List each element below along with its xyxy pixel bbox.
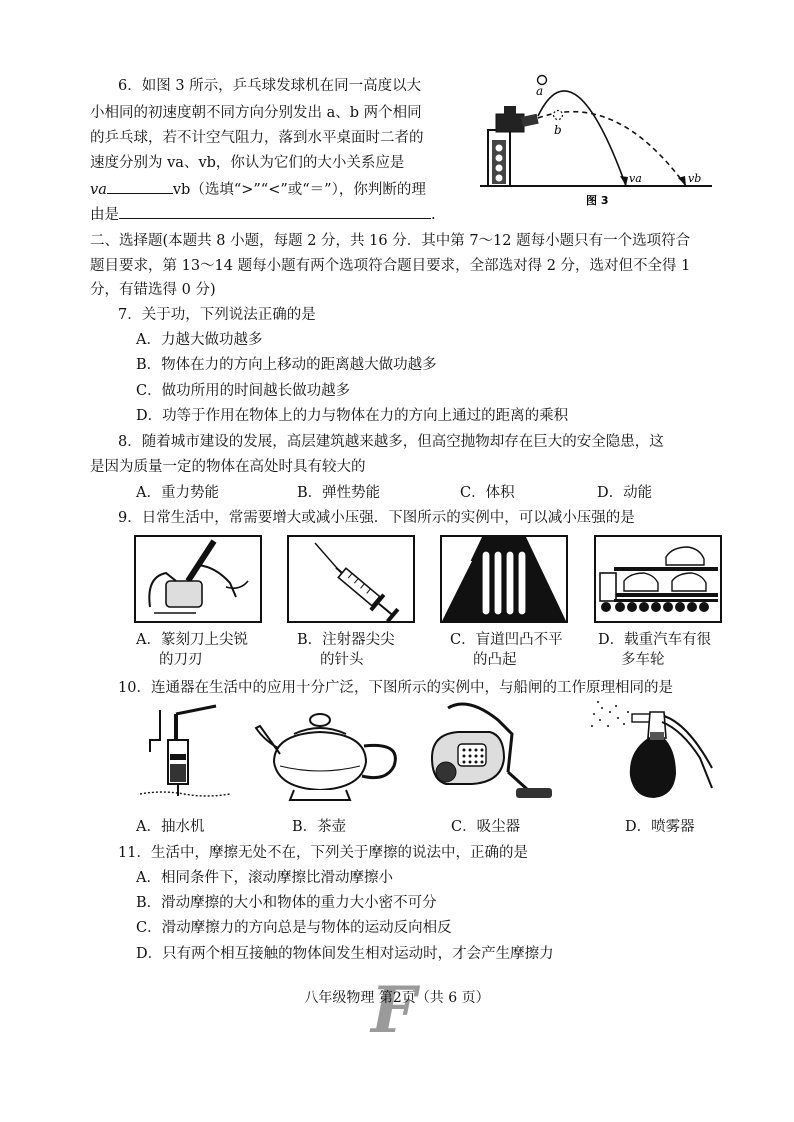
page-footer: 八年级物理 第2页（共 6 页） [304,990,490,1006]
fig3-label-b: b [554,123,562,137]
q9-stem: 9．日常生活中，常需要增大或减小压强．下图所示的实例中，可以减小压强的是 [118,510,635,526]
q6-reason-label: 由是 [90,207,119,223]
q8-option-a[interactable]: A．重力势能 [136,485,219,501]
q10-option-a[interactable]: A．抽水机 [136,819,205,835]
q8-option-b[interactable]: B．弹性势能 [297,485,381,501]
q6-va-label: va [90,182,107,198]
q9-option-b[interactable]: B．注射器尖尖 的针头 [297,632,395,668]
q8-option-c[interactable]: C．体积 [460,485,515,501]
figure-3-ping-pong-launcher [476,70,716,210]
q9-option-d[interactable]: D．载重汽车有很 多车轮 [598,632,712,668]
q6-line-5-rest: vb（选填“>”“<”或“＝”），你判断的理 [172,182,426,198]
q9-option-a[interactable]: A．篆刻刀上尖锐 的刀刃 [136,632,248,668]
q8-option-d[interactable]: D．动能 [597,485,653,501]
q7-option-d[interactable]: D．功等于作用在物体上的力与物体在力的方向上通过的距离的乘积 [136,408,569,424]
section2-line-3: 分，有错选得 0 分) [90,282,216,298]
fig3-label-a: a [536,84,544,98]
fig3-label-va: va [629,172,642,185]
q6-line-2: 小相同的初速度朝不同方向分别发出 a、b 两个相同 [90,105,422,121]
q11-option-b[interactable]: B．滑动摩擦的大小和物体的重力大小密不可分 [136,895,437,911]
q6-line-4: 速度分别为 va、vb，你认为它们的大小关系应是 [90,155,405,171]
q6-line-1: 6．如图 3 所示，乒乓球发球机在同一高度以大 [118,78,422,94]
q8-stem-2: 是因为质量一定的物体在高处时具有较大的 [90,459,366,475]
q11-option-a[interactable]: A．相同条件下，滚动摩擦比滑动摩擦小 [136,870,393,886]
q9-image-b-syringe[interactable] [287,535,415,623]
q10-image-d-sprayer[interactable] [588,698,718,804]
q6-line-6: 由是 . [90,204,436,225]
page-watermark-f: F [371,973,417,1048]
q10-option-c[interactable]: C．吸尘器 [451,819,521,835]
fig3-caption: 图 3 [586,194,609,207]
q10-option-b[interactable]: B．茶壶 [292,819,347,835]
q10-image-a-water-pump[interactable] [140,700,230,804]
q8-stem-1: 8．随着城市建设的发展，高层建筑越来越多，但高空抛物却存在巨大的安全隐患，这 [118,434,664,450]
q10-image-c-vacuum-cleaner[interactable] [428,698,558,804]
q10-image-b-teapot[interactable] [254,706,404,804]
q11-stem: 11．生活中，摩擦无处不在，下列关于摩擦的说法中，正确的是 [118,845,528,861]
fig3-label-vb: vb [688,172,702,185]
section2-line-2: 题目要求，第 13～14 题每小题有两个选项符合题目要求，全部选对得 2 分，选对但不全得 1 [90,258,691,274]
q7-option-b[interactable]: B．物体在力的方向上移动的距离越大做功越多 [136,357,437,373]
q6-answer-blank-2[interactable] [119,204,431,219]
q6-line-5 [90,179,426,200]
q6-answer-blank-1[interactable] [107,179,173,194]
q9-image-d-heavy-truck[interactable] [594,535,722,623]
q11-option-c[interactable]: C．滑动摩擦力的方向总是与物体的运动反向相反 [136,920,452,936]
q9-option-c[interactable]: C．盲道凹凸不平 的凸起 [450,632,563,668]
q7-stem: 7．关于功，下列说法正确的是 [118,307,316,323]
q6-line-3: 的乒乓球，若不计空气阻力，落到水平桌面时二者的 [90,130,424,146]
q9-image-c-tactile-paving[interactable] [440,535,568,623]
section2-line-1: 二、选择题(本题共 8 小题，每题 2 分，共 16 分．其中第 7～12 题每小题只有一个选项符合 [90,233,691,249]
q10-option-d[interactable]: D．喷雾器 [625,819,695,835]
q7-option-c[interactable]: C．做功所用的时间越长做功越多 [136,383,351,399]
q9-image-a-seal-knife[interactable] [134,535,262,623]
q10-stem: 10．连通器在生活中的应用十分广泛，下图所示的实例中，与船闸的工作原理相同的是 [118,680,673,696]
q11-option-d[interactable]: D．只有两个相互接触的物体间发生相对运动时，才会产生摩擦力 [136,946,554,962]
q7-option-a[interactable]: A．力越大做功越多 [136,332,263,348]
